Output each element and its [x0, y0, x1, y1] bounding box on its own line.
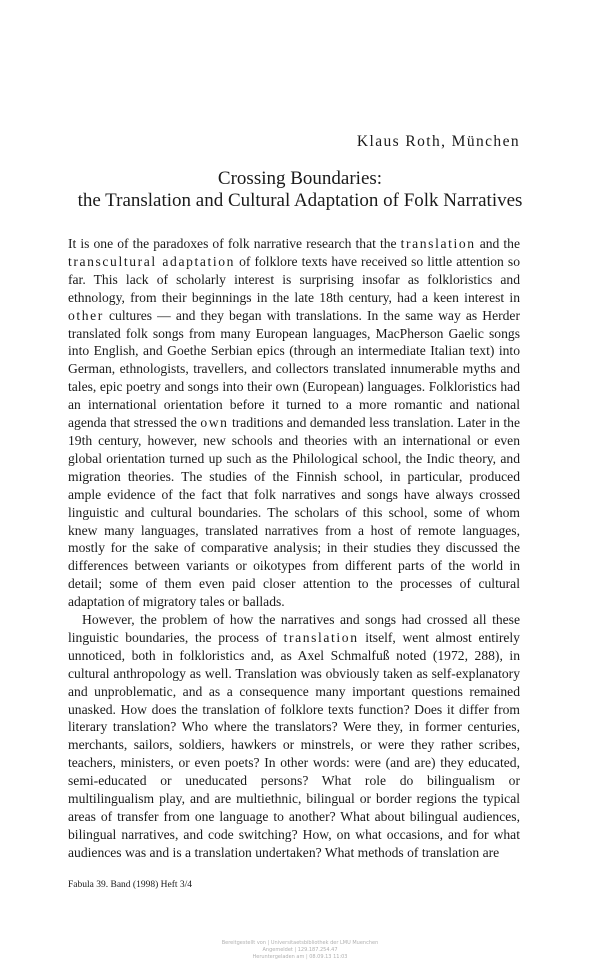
journal-citation: Fabula 39. Band (1998) Heft 3/4: [68, 880, 193, 890]
download-watermark: [0, 940, 600, 961]
paragraph-1-text-a: It is one of the paradoxes of folk narrative research that the: [68, 236, 401, 251]
title-line-2: the Translation and Cultural Adaptation of Folk Narratives: [77, 190, 523, 211]
paragraph-1-text-d: cultures — and they began with translations. In the same way as Herder translated folk songs from many European languages, MacPherson Gaelic songs into English, and Goethe Serbian epics (through an intermediate Italian text) into German, ethnologists, travellers, and collectors translated innumerable myths and tales, epic poetry and songs into their own (European) languages. Folkloristics had an international orientation before it turned to a more romantic and national agenda that stressed the: [68, 307, 520, 431]
paragraph-2-text-b: itself, went almost entirely unnoticed, both in folkloristics and, as Axel Schmalfuß noted (1972, 288), in cultural anthropology as well. Translation was obviously taken as self-explanatory and unproblematic, and as a consequence many important questions remained unasked. How does the translation of folklore texts function? Does it differ from literary translation? Who where the translators? Were they, in former centuries, merchants, sailors, soldiers, hawkers or minstrels, or were they rather scribes, teachers, ministers, or even poets? In other words: were (and are) they educated, semi-educated or uneducated persons? What role do bilingualism or multilingualism play, and are multiethnic, bilingual or border regions the typical areas of transfer from one language to another? What about bilingual audiences, bilingual narratives, and code switching? How, on what occasions, and for what audiences was and is a translation undertaken? What methods of translation are: [68, 629, 520, 860]
spaced-emphasis-transcultural-adaptation: transcultural adaptation: [68, 253, 236, 269]
title-line-1: Crossing Boundaries:: [217, 168, 383, 189]
article-body: [68, 235, 520, 862]
author-byline: Klaus Roth, München: [356, 133, 520, 150]
spaced-emphasis-translation-2: translation: [283, 629, 359, 645]
article-title: [0, 168, 600, 212]
paragraph-1-text-e: traditions and demanded less translation. Later in the 19th century, however, new schools and theories with an international or even global orientation turned up such as the Philological school, the Indic theory, and migration theories. The studies of the Finnish school, in particular, produced ample evidence of the fact that folk narratives and songs have always crossed linguistic and cultural boundaries. The scholars of this school, some of whom knew many languages, translated narratives from a host of remote languages, mostly for the sake of comparative analysis; in their studies they discussed the differences between variants or oikotypes from different parts of the world in detail; some of them even paid closer attention to the processes of cultural adaptation of migratory tales or ballads.: [68, 415, 520, 610]
watermark-line-2: Angemeldet | 129.187.254.47: [262, 947, 338, 953]
paragraph-1-text-b: and the: [475, 236, 520, 251]
watermark-line-1: Bereitgestellt von | Universitaetsbibliothek der LMU Muenchen: [221, 940, 379, 946]
paragraph-2: [68, 611, 520, 862]
paragraph-1: [68, 235, 520, 611]
spaced-emphasis-translation: translation: [400, 236, 476, 251]
spaced-emphasis-own: own: [200, 415, 229, 431]
paragraph-1-text-c: of folklore texts have received so little attention so far. This lack of scholarly interest is surprising insofar as folkloristics and ethnology, from their beginnings in the late 18th century, had a keen interest in: [68, 253, 520, 305]
paragraph-2-text-a: However, the problem of how the narratives and songs had crossed all these linguistic boundaries, the process of: [68, 612, 520, 645]
spaced-emphasis-other: other: [68, 307, 104, 323]
watermark-line-3: Heruntergeladen am | 08.09.13 11:03: [252, 954, 348, 960]
